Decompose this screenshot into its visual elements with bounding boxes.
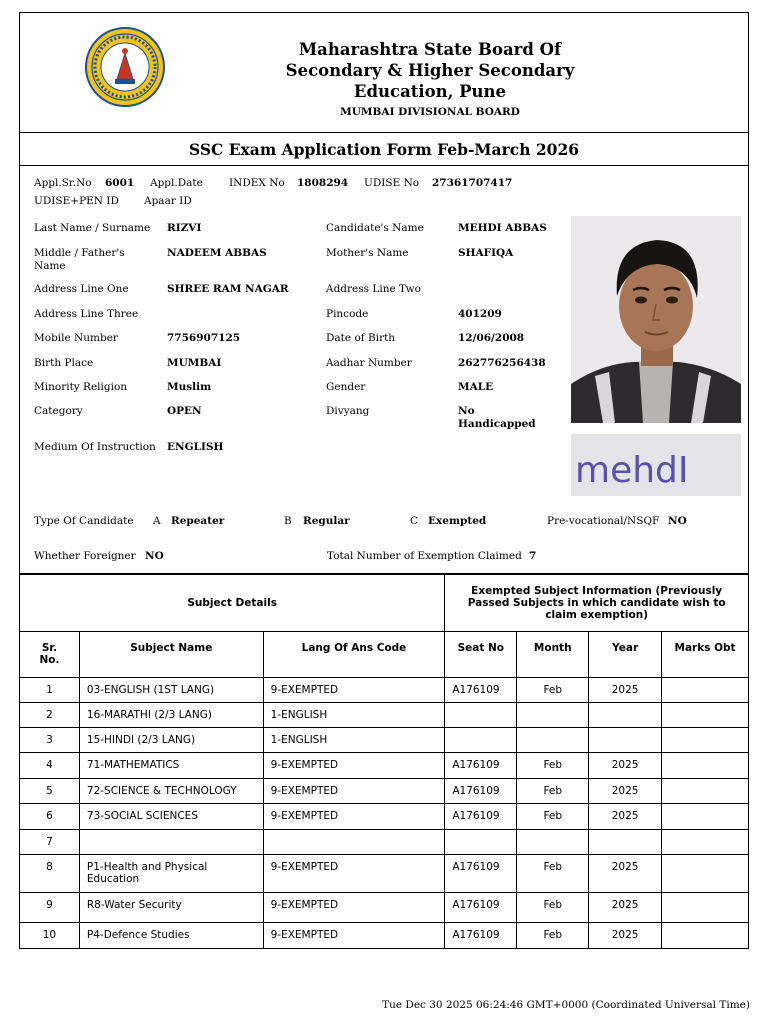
candidate-type-b-value: Regular <box>303 515 350 527</box>
father-name-value: NADEEM ABBAS <box>167 247 267 259</box>
exempted-info-header: Exempted Subject Information (Previously Passed Subjects in which candidate wish to claim exemption) <box>445 575 749 632</box>
cell-seat <box>445 703 517 728</box>
form-title: SSC Exam Application Form Feb-March 2026 <box>20 134 748 166</box>
cell-year <box>589 703 662 728</box>
cell-sr: 5 <box>20 779 80 804</box>
cell-seat <box>445 728 517 753</box>
pincode-value: 401209 <box>458 308 502 320</box>
foreigner-value: NO <box>145 550 164 562</box>
table-row <box>20 728 749 753</box>
cell-subject: 71-MATHEMATICS <box>79 753 263 779</box>
table-row <box>20 703 749 728</box>
cell-marks <box>662 779 749 804</box>
table-row <box>20 753 749 779</box>
cell-year: 2025 <box>589 855 662 893</box>
cell-lang: 9-EXEMPTED <box>263 753 445 779</box>
board-title-line-2: Secondary & Higher Secondary <box>285 61 575 80</box>
subject-details-header: Subject Details <box>20 575 445 632</box>
cell-subject: 15-HINDI (2/3 LANG) <box>79 728 263 753</box>
medium-value: ENGLISH <box>167 441 224 453</box>
address-line-one-value: SHREE RAM NAGAR <box>167 283 289 295</box>
dob-label: Date of Birth <box>326 332 396 344</box>
table-row <box>20 804 749 830</box>
cell-seat: A176109 <box>445 753 517 779</box>
cell-lang: 9-EXEMPTED <box>263 804 445 830</box>
table-row <box>20 830 749 855</box>
cell-year: 2025 <box>589 893 662 923</box>
appl-date-label: Appl.Date <box>150 177 203 189</box>
address-line-three-label: Address Line Three <box>34 308 139 320</box>
cell-month: Feb <box>517 753 589 779</box>
cell-year: 2025 <box>589 678 662 703</box>
category-value: OPEN <box>167 405 202 417</box>
candidate-signature <box>571 434 741 496</box>
cell-seat: A176109 <box>445 893 517 923</box>
foreigner-label: Whether Foreigner <box>34 550 136 562</box>
cell-seat: A176109 <box>445 804 517 830</box>
cell-marks <box>662 893 749 923</box>
print-timestamp: Tue Dec 30 2025 06:24:46 GMT+0000 (Coordinated Universal Time) <box>382 999 750 1011</box>
cell-lang: 1-ENGLISH <box>263 703 445 728</box>
category-label: Category <box>34 405 83 417</box>
application-form <box>19 12 749 574</box>
minority-religion-label: Minority Religion <box>34 381 128 393</box>
udise-no-value: 27361707417 <box>432 177 513 189</box>
cell-marks <box>662 923 749 949</box>
cell-month <box>517 830 589 855</box>
col-sr-header-line-2: No. <box>39 654 60 666</box>
candidate-photo-image <box>571 216 741 423</box>
father-name-label-line-2: Name <box>34 259 66 272</box>
col-year-header: Year <box>589 632 662 678</box>
table-row <box>20 893 749 923</box>
cell-lang: 9-EXEMPTED <box>263 779 445 804</box>
address-line-one-label: Address Line One <box>34 283 129 295</box>
table-row <box>20 923 749 949</box>
candidate-type-label: Type Of Candidate <box>34 515 134 527</box>
pincode-label: Pincode <box>326 308 369 320</box>
candidate-type-a-value: Repeater <box>171 515 225 527</box>
divisional-board: MUMBAI DIVISIONAL BOARD <box>340 106 520 118</box>
apaar-id-label: Apaar ID <box>144 195 192 207</box>
udise-no-label: UDISE No <box>364 177 420 189</box>
cell-subject: 16-MARATHI (2/3 LANG) <box>79 703 263 728</box>
candidate-type-a-key: A <box>153 515 161 527</box>
udise-pen-label: UDISE+PEN ID <box>34 195 119 207</box>
cell-marks <box>662 830 749 855</box>
cell-sr: 6 <box>20 804 80 830</box>
cell-lang: 1-ENGLISH <box>263 728 445 753</box>
signature-text: mehdI <box>575 450 689 491</box>
cell-sr: 1 <box>20 678 80 703</box>
cell-sr: 3 <box>20 728 80 753</box>
divyang-value-line-1: No <box>458 405 475 417</box>
form-header <box>20 13 748 133</box>
cell-marks <box>662 678 749 703</box>
cell-month: Feb <box>517 678 589 703</box>
col-lang-header: Lang Of Ans Code <box>263 632 445 678</box>
mobile-label: Mobile Number <box>34 332 118 344</box>
cell-seat: A176109 <box>445 923 517 949</box>
address-line-two-label: Address Line Two <box>326 283 421 295</box>
col-sr-header-line-1: Sr. <box>41 642 58 654</box>
father-name-label <box>34 247 125 272</box>
cell-seat: A176109 <box>445 779 517 804</box>
exemption-count-value: 7 <box>529 550 537 562</box>
candidate-type-c-value: Exempted <box>428 515 487 527</box>
signature-image <box>571 434 741 496</box>
col-sr-header <box>20 632 80 678</box>
cell-subject: 73-SOCIAL SCIENCES <box>79 804 263 830</box>
cell-marks <box>662 855 749 893</box>
cell-seat: A176109 <box>445 678 517 703</box>
mother-name-label: Mother's Name <box>326 247 409 259</box>
cell-lang: 9-EXEMPTED <box>263 678 445 703</box>
divyang-value-line-2: Handicapped <box>458 417 536 430</box>
cell-sr: 8 <box>20 855 80 893</box>
divyang-label: Divyang <box>326 405 370 417</box>
index-no-label: INDEX No <box>229 177 285 189</box>
medium-label: Medium Of Instruction <box>34 441 156 453</box>
cell-seat <box>445 830 517 855</box>
table-row <box>20 855 749 893</box>
cell-sr: 9 <box>20 893 80 923</box>
cell-lang: 9-EXEMPTED <box>263 923 445 949</box>
table-row <box>20 678 749 703</box>
board-title <box>250 39 610 102</box>
last-name-value: RIZVI <box>167 222 202 234</box>
birth-place-value: MUMBAI <box>167 357 222 369</box>
index-no-value: 1808294 <box>297 177 349 189</box>
board-title-line-3: Education, Pune <box>353 82 507 101</box>
cell-sr: 2 <box>20 703 80 728</box>
cell-month <box>517 703 589 728</box>
cell-sr: 4 <box>20 753 80 779</box>
cell-subject: P1-Health and Physical Education <box>79 855 263 893</box>
cell-year: 2025 <box>589 804 662 830</box>
table-column-header-row <box>20 632 749 678</box>
cell-lang: 9-EXEMPTED <box>263 855 445 893</box>
col-month-header: Month <box>517 632 589 678</box>
cell-marks <box>662 804 749 830</box>
cell-year: 2025 <box>589 923 662 949</box>
cell-sr: 10 <box>20 923 80 949</box>
minority-religion-value: Muslim <box>167 381 212 393</box>
candidate-type-b-key: B <box>284 515 292 527</box>
cell-month: Feb <box>517 855 589 893</box>
col-subject-header: Subject Name <box>79 632 263 678</box>
mother-name-value: SHAFIQA <box>458 247 514 259</box>
col-seat-header: Seat No <box>445 632 517 678</box>
cell-sr: 7 <box>20 830 80 855</box>
cell-marks <box>662 703 749 728</box>
gender-value: MALE <box>458 381 494 393</box>
gender-label: Gender <box>326 381 366 393</box>
cell-subject: R8-Water Security <box>79 893 263 923</box>
table-group-header-row <box>20 575 749 632</box>
cell-lang: 9-EXEMPTED <box>263 893 445 923</box>
cell-lang <box>263 830 445 855</box>
cell-month: Feb <box>517 779 589 804</box>
cell-seat: A176109 <box>445 855 517 893</box>
appl-sr-no-label: Appl.Sr.No <box>34 177 92 189</box>
birth-place-label: Birth Place <box>34 357 94 369</box>
table-row <box>20 779 749 804</box>
aadhar-value: 262776256438 <box>458 357 546 369</box>
exemption-count-label: Total Number of Exemption Claimed <box>327 550 522 562</box>
col-marks-header: Marks Obt <box>662 632 749 678</box>
dob-value: 12/06/2008 <box>458 332 525 344</box>
cell-subject <box>79 830 263 855</box>
candidate-name-value: MEHDI ABBAS <box>458 222 547 234</box>
cell-year <box>589 830 662 855</box>
candidate-photo <box>571 216 741 423</box>
cell-month: Feb <box>517 893 589 923</box>
aadhar-label: Aadhar Number <box>326 357 412 369</box>
cell-subject: 72-SCIENCE & TECHNOLOGY <box>79 779 263 804</box>
cell-month: Feb <box>517 923 589 949</box>
cell-year: 2025 <box>589 753 662 779</box>
cell-subject: 03-ENGLISH (1ST LANG) <box>79 678 263 703</box>
last-name-label: Last Name / Surname <box>34 222 151 234</box>
prevocational-label: Pre-vocational/NSQF <box>547 515 660 527</box>
cell-marks <box>662 753 749 779</box>
cell-month: Feb <box>517 804 589 830</box>
prevocational-value: NO <box>668 515 687 527</box>
cell-year: 2025 <box>589 779 662 804</box>
subjects-table <box>19 574 749 949</box>
candidate-name-label: Candidate's Name <box>326 222 424 234</box>
mobile-value: 7756907125 <box>167 332 241 344</box>
appl-sr-no-value: 6001 <box>105 177 135 189</box>
cell-subject: P4-Defence Studies <box>79 923 263 949</box>
cell-marks <box>662 728 749 753</box>
cell-month <box>517 728 589 753</box>
divyang-value <box>458 405 536 430</box>
board-seal-logo <box>81 27 169 107</box>
cell-year <box>589 728 662 753</box>
board-title-line-1: Maharashtra State Board Of <box>298 40 562 59</box>
candidate-type-c-key: C <box>410 515 419 527</box>
father-name-label-line-1: Middle / Father's <box>34 247 125 259</box>
